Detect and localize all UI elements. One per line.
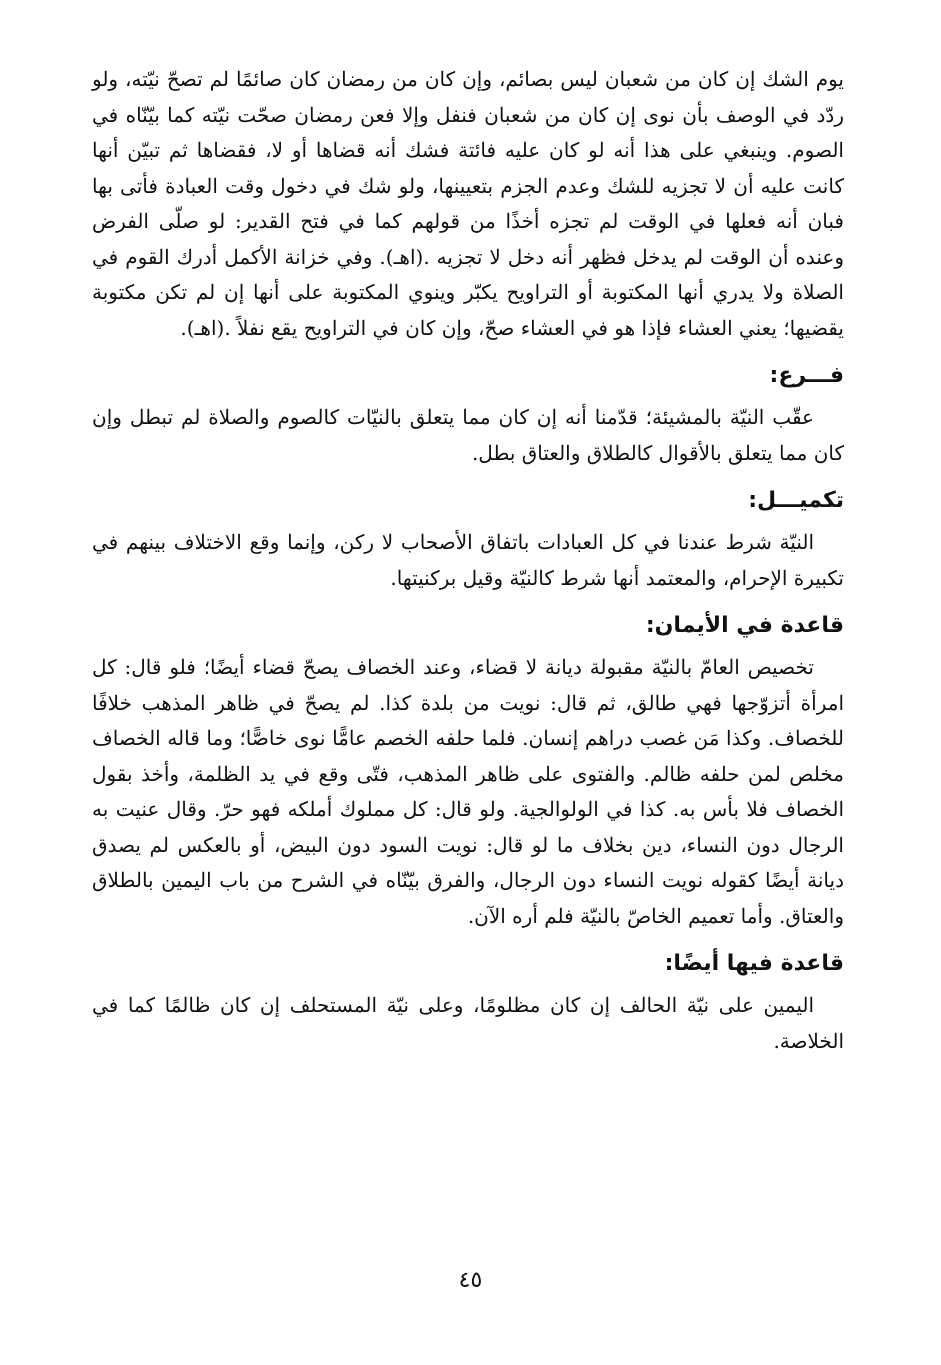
- paragraph-mashia: عقّب النيّة بالمشيئة؛ قدّمنا أنه إن كان مما يتعلق بالنيّات كالصوم والصلاة لم تبطل وإن كان مما يتعلق بالأقوال كالطلاق والعتاق بطل.: [92, 405, 844, 465]
- heading-far: فـــرع:: [769, 363, 844, 388]
- page-number: ٤٥: [458, 1268, 483, 1293]
- heading-qaida-aymaan: قاعدة في الأيمان:: [645, 613, 844, 638]
- paragraph-niyya-doubt: يوم الشك إن كان من شعبان ليس بصائم، وإن كان من رمضان كان صائمًا لم تصحّ نيّته، ولو ردّد في الوصف بأن نوى إن كان من شعبان فنفل وإلا فعن رمضان صحّت نيّته كما بيّنّاه في الصوم. وينبغي على هذا أنه لو كان عليه فائتة فشك أنه قضاها أو لا، فقضاها ثم تبيّن أنها كانت عليه أن لا تجزيه للشك وعدم الجزم بتعيينها، ولو شك في دخول وقت العبادة فأتى بها فبان أنه فعلها في الوقت لم تجزه أخذًا من قولهم كما في فتح القدير: لو صلّى الفرض وعنده أن الوقت لم يدخل فظهر أنه دخل لا تجزيه .(اهـ). وفي خزانة الأكمل أدرك القوم في الصلاة ولا يدري أنها المكتوبة أو التراويح يكبّر وينوي المكتوبة على أنها إن لم تكن مكتوبة يقضيها؛ يعني العشاء فإذا هو في العشاء صحّ، وإن كان في التراويح يقع نفلاً .(اهـ).: [92, 67, 844, 340]
- heading-qaida-aydan: قاعدة فيها أيضًا:: [664, 951, 844, 976]
- heading-takmil: تكميـــل:: [748, 488, 844, 513]
- paragraph-takhsis: تخصيص العامّ بالنيّة مقبولة ديانة لا قضاء، وعند الخصاف يصحّ قضاء أيضًا؛ فلو قال: كل امرأة أتزوّجها فهي طالق، ثم قال: نويت من بلدة كذا. لم يصحّ في ظاهر المذهب خلافًا للخصاف. وكذا مَن غصب دراهم إنسان. فلما حلفه الخصم عامًّا نوى خاصًّا؛ وما قاله الخصاف مخلص لمن حلفه ظالم. والفتوى على ظاهر المذهب، فتّى وقع في يد الظلمة، وأخذ بقول الخصاف فلا بأس به. كذا في الولوالجية. ولو قال: كل مملوك أملكه فهو حرّ. وقال عنيت به الرجال دون النساء، دين بخلاف ما لو قال: نويت السود دون البيض، أو بالعكس لم يصدق ديانة أيضًا كقوله نويت النساء دون الرجال، والفرق بيّنّاه في الشرح من باب اليمين بالطلاق والعتاق. وأما تعميم الخاصّ بالنيّة فلم أره الآن.: [92, 655, 845, 928]
- paragraph-niyya-condition: النيّة شرط عندنا في كل العبادات باتفاق الأصحاب لا ركن، وإنما وقع الاختلاف بينهم في تكبيرة الإحرام، والمعتمد أنها شرط كالنيّة وقيل بركنيتها.: [92, 530, 844, 590]
- paragraph-yamin: اليمين على نيّة الحالف إن كان مظلومًا، وعلى نيّة المستحلف إن كان ظالمًا كما في الخلاصة.: [92, 993, 844, 1053]
- document-page: [92, 62, 844, 1059]
